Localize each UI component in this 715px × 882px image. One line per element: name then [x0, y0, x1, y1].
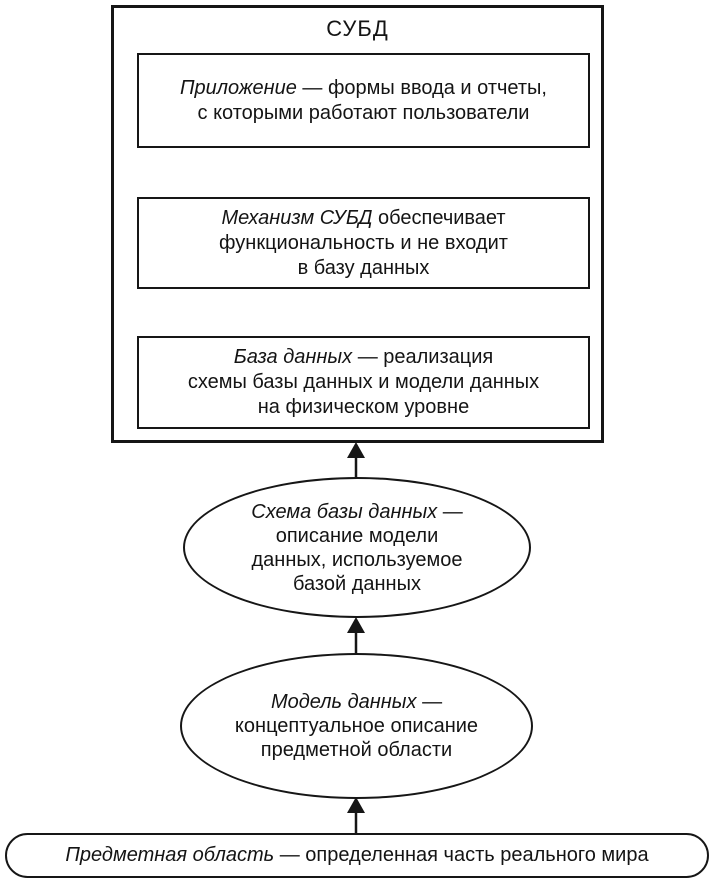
engine-line-1-rest: обеспечивает	[378, 206, 506, 229]
model-line-1-rest: —	[422, 691, 443, 713]
arrow-model-to-schema-icon	[347, 617, 365, 653]
schema-line-1-rest: —	[442, 500, 463, 523]
application-line-1-rest: — формы ввода и отчеты,	[302, 76, 547, 99]
database-line-3: на физическом уровне	[257, 396, 470, 418]
model-ellipse	[180, 653, 533, 799]
dbms-container-box	[111, 5, 604, 443]
database-term: База данных	[233, 346, 353, 368]
dbms-title: СУБД	[326, 16, 389, 41]
arrow-schema-to-dbms-icon	[347, 442, 365, 477]
schema-ellipse	[183, 477, 531, 618]
model-line-2: концептуальное описание	[234, 715, 479, 737]
engine-box	[137, 197, 590, 289]
schema-line-4: базой данных	[293, 572, 421, 595]
domain-rounded-box	[5, 833, 709, 878]
schema-term: Схема базы данных	[251, 500, 438, 523]
domain-rest: — определенная часть реального мира	[279, 844, 649, 866]
schema-line-1	[185, 500, 529, 524]
model-term: Модель данных	[270, 691, 417, 713]
engine-line-1	[139, 206, 588, 231]
engine-line-3: в базу данных	[297, 256, 430, 279]
application-line-1	[139, 76, 588, 101]
database-box	[137, 336, 590, 429]
model-line-3: предметной области	[260, 739, 453, 761]
application-line-2: с которыми работают пользователи	[197, 101, 530, 124]
arrow-domain-to-model-icon	[347, 797, 365, 833]
schema-line-3: данных, используемое	[251, 548, 463, 571]
domain-line	[65, 843, 648, 868]
database-line-1	[139, 345, 588, 370]
model-line-1	[182, 690, 531, 714]
application-term: Приложение	[180, 76, 297, 99]
domain-term: Предметная область	[65, 844, 275, 866]
engine-term: Механизм СУБД	[221, 206, 373, 229]
application-box	[137, 53, 590, 148]
database-line-1-rest: — реализация	[357, 346, 494, 368]
engine-line-2: функциональность и не входит	[219, 231, 508, 254]
database-line-2: схемы базы данных и модели данных	[187, 371, 540, 393]
schema-line-2: описание модели	[275, 524, 439, 547]
